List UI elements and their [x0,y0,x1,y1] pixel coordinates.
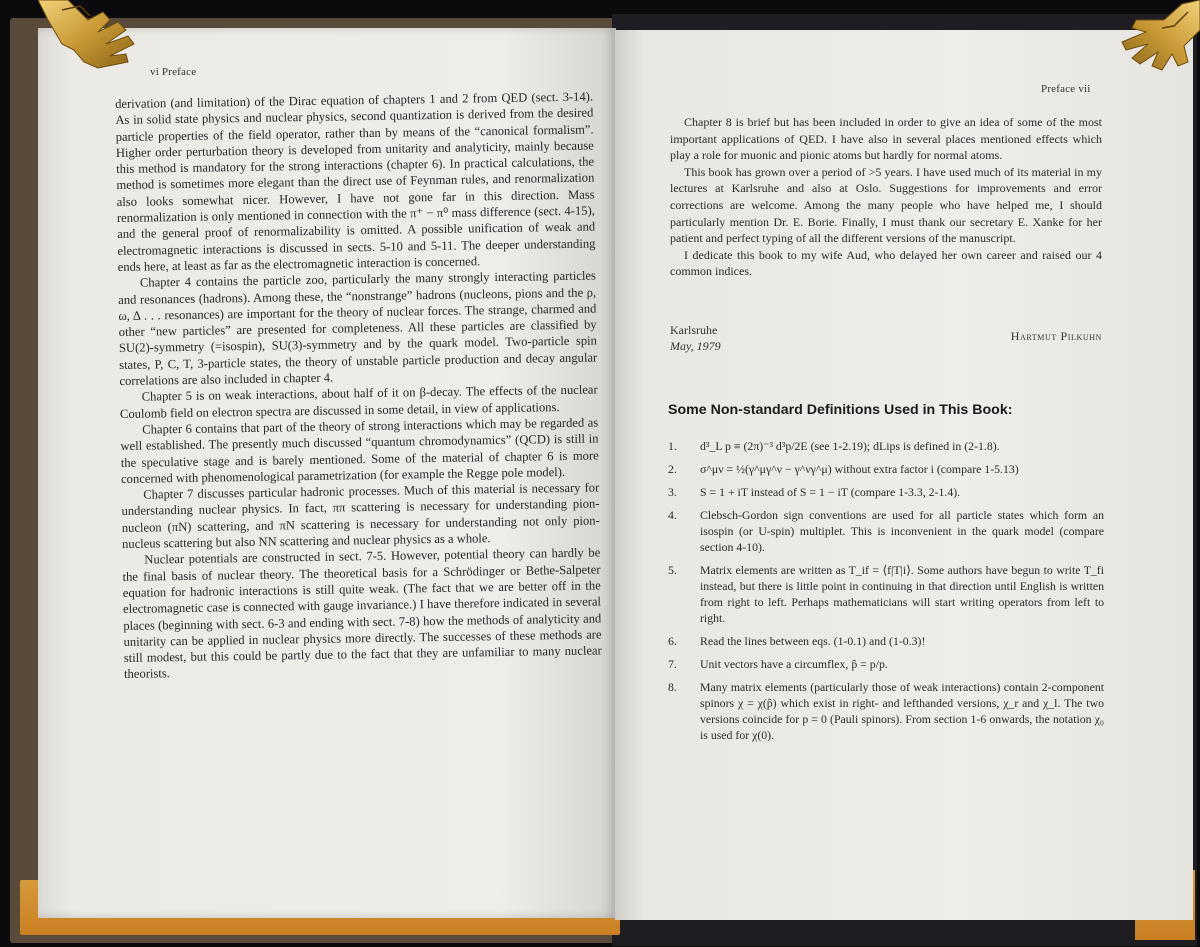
definition-item [668,562,1104,626]
definition-item [668,484,1104,500]
definition-item [668,461,1104,477]
left-page-body [115,88,602,682]
definition-text: Read the lines between eqs. (1-0.1) and (1-0.3)! [700,634,926,648]
definition-item [668,633,1104,649]
definition-number: 4. [668,508,677,522]
definition-number: 1. [668,439,677,453]
definition-item [668,679,1104,743]
definition-item [668,438,1104,454]
definition-text: d³_L p ≡ (2π)⁻³ d³p/2E (see 1-2.19); dLips is defined in (2-1.8). [700,439,1000,453]
definition-number: 6. [668,634,677,648]
definition-item [668,507,1104,555]
signature-author: Hartmut Pilkuhn [1010,329,1102,343]
left-paragraph: Nuclear potentials are constructed in sect. 7-5. However, potential theory can hardly be the final basis of nuclear theory. The theoretical basis for a Schrödinger or Bethe-Salpeter equation for hadronic interactions is still quite weak. (The fact that we are better off in the electromagnetic case is connected with gauge invariance.) I have therefore indicated in several places (beginning with sect. 6-3 and ending with sect. 7-8) how the methods of analyticity and unitarity can be applied in nuclear physics more directly. The successes of these methods are still modest, but this could be partly due to the fact that they are unfamiliar to many nuclear theorists. [122,545,602,682]
signature-date: May, 1979 [670,339,721,353]
brass-hand-left-icon [28,0,168,70]
definitions-heading: Some Non-standard Definitions Used in This Book: [668,402,1013,418]
signature-block [670,322,1102,354]
definition-text: Unit vectors have a circumflex, p̂ = p/p. [700,657,888,671]
left-paragraph: Chapter 6 contains that part of the theory of strong interactions which may be regarded as well established. The presently much discussed “quantum chromodynamics” (QCD) is still in the speculative stage and is barely mentioned. Some of the material of chapter 6 is more concerned with phenomenological parametrization (for example the Regge pole model). [120,415,599,486]
definition-number: 8. [668,680,677,694]
definition-item [668,656,1104,672]
definition-text: σ^μν = ½(γ^μγ^ν − γ^νγ^μ) without extra factor i (compare 1-5.13) [700,462,1019,476]
left-running-head: vi Preface [150,66,197,78]
definition-number: 5. [668,563,677,577]
right-paragraph: I dedicate this book to my wife Aud, who delayed her own career and raised our 4 common indices. [670,247,1102,279]
definition-number: 7. [668,657,677,671]
definition-text: Clebsch-Gordon sign conventions are used for all particle states which form an isospin (or U-spin) multiplet. This is inconvenient in the quark model (compare section 4-10). [700,508,1104,554]
definition-text: Many matrix elements (particularly those of weak interactions) contain 2-component spinors χ = χ(p̂) which exist in right- and lefthanded versions, χ_r and χ_l. The two versions coincide for p = 0 (Pauli spinors). From section 1-6 onwards, the notation χ₀ is used for χ(0). [700,680,1104,742]
left-paragraph: derivation (and limitation) of the Dirac equation of chapters 1 and 2 from QED (sect. 3-14). As in solid state physics and nuclear physics, second quantization is derived from the desired particle properties of the field operator, rather than by means of the “canonical formalism”. Higher order perturbation theory is developed from unitarity and analyticity, mainly because this method is mandatory for the strong interactions (chapter 6). In practical calculations, the method is sometimes more elegant than the direct use of Feynman rules, and renormalization also looks somewhat nicer. However, I have not gone far in this direction. Mass renormalization is only mentioned in connection with the π⁺ − π⁰ mass difference (sect. 4-15), and the general proof of renormalizability is omitted. A possible unification of weak and electromagnetic interactions is discussed in sects. 5-10 and 5-11. The deeper understanding ends here, at least as far as the electromagnetic interaction is concerned. [115,89,596,274]
brass-hand-right-icon [1092,0,1200,100]
definition-number: 3. [668,485,677,499]
right-page-body [670,114,1102,280]
left-paragraph: Chapter 4 contains the particle zoo, particularly the many strongly interacting particles and resonances (hadrons). Among these, the “nonstrange” hadrons (nucleons, pions and the ρ, ω, Δ . . . resonances) are important for the theory of nuclear forces. The strange, charmed and other “new particles” are presented for completeness. All these particles are classified by SU(2)-symmetry (=isospin), SU(3)-symmetry and by the quark model. Two-particle spin states, P, C, T, 3-particle states, the theory of unstable particle production and decay angular correlations are also included in chapter 4. [118,268,598,389]
definition-text: Matrix elements are written as T_if = ⟨f|T|i⟩. Some authors have begun to write T_fi instead, but there is little point in continuing in that direction until English is written from right to left. Perhaps mathematicians will start writing operators from left to right. [700,563,1104,625]
right-running-head: Preface vii [1041,83,1091,95]
left-paragraph: Chapter 7 discusses particular hadronic processes. Much of this material is necessary for understanding nuclear physics. In fact, ππ scattering is necessary for understanding pion-nucleon (πN) scattering, and πN scattering is necessary for understanding not only pion-nucleus scattering but also NN scattering and nuclear physics as a whole. [121,480,600,551]
signature-place: Karlsruhe [670,323,718,337]
left-paragraph: Chapter 5 is on weak interactions, about half of it on β-decay. The effects of the nuclear Coulomb field on electron spectra are discussed in some detail, in view of applications. [119,382,598,421]
definition-number: 2. [668,462,677,476]
right-paragraph: This book has grown over a period of >5 years. I have used much of its material in my lectures at Karlsruhe and also at Oslo. Suggestions for improvements and error corrections are welcome. Among the many people who have helped me, I should particularly mention Dr. E. Borie. Finally, I must thank our secretary E. Xanke for her patient and perfect typing of all the different versions of the manuscript. [670,164,1102,246]
definition-text: S = 1 + iT instead of S = 1 − iT (compare 1-3.3, 2-1.4). [700,485,961,499]
definitions-list [668,438,1104,750]
right-paragraph: Chapter 8 is brief but has been included in order to give an idea of some of the most important applications of QED. I have also in several places mentioned effects which play a role for muonic and pionic atoms but hardly for normal atoms. [670,115,1102,163]
